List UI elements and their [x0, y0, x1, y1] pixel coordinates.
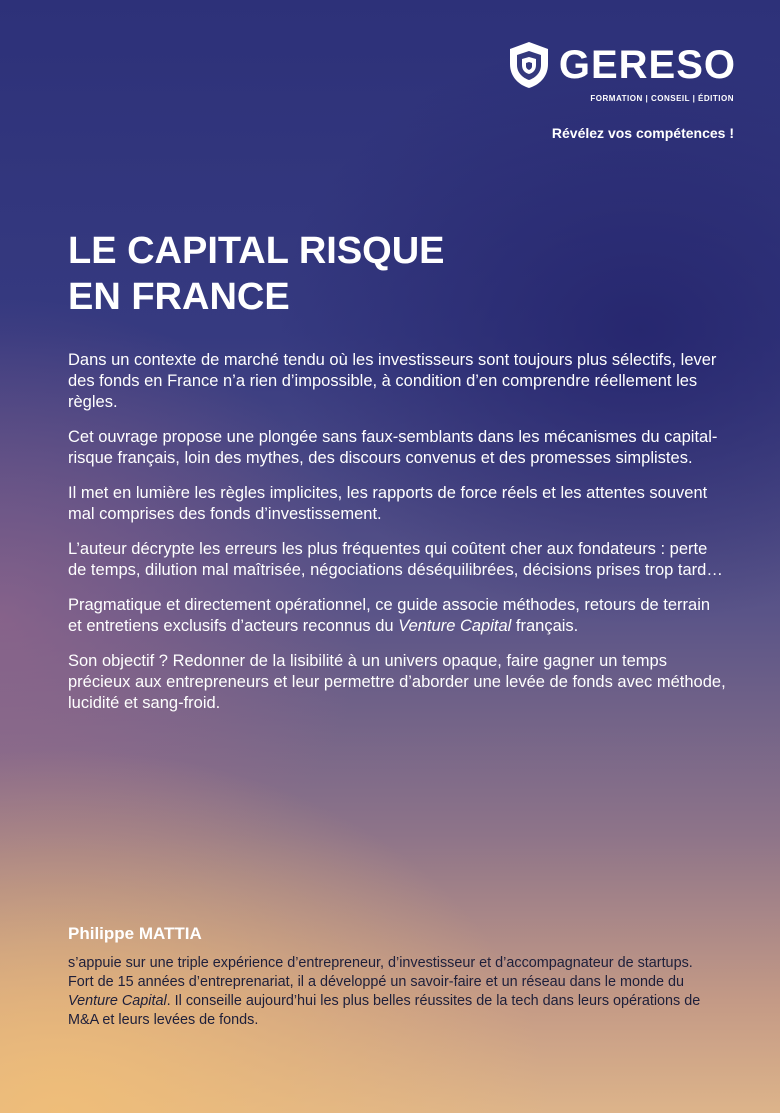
title-line-1: LE CAPITAL RISQUE [68, 230, 445, 272]
brand-row [507, 40, 736, 90]
paragraph-method-italic: Venture Capital [398, 617, 512, 635]
paragraph-objective: Son objectif ? Redonner de la lisibilité à un univers opaque, faire gagner un temps précieux aux entrepreneurs et leur permettre d’aborder une levée de fonds avec méthode, lucidité et sang-froid. [68, 652, 726, 712]
paragraph-errors: L’auteur décrypte les erreurs les plus fréquentes qui coûtent cher aux fondateurs : perte de temps, dilution mal maîtrisée, négociations déséquilibrées, décisions prises trop tard… [68, 540, 723, 579]
paragraph-overview: Cet ouvrage propose une plongée sans faux-semblants dans les mécanismes du capital-risque français, loin des mythes, des discours convenus et des promesses simplistes. [68, 428, 718, 467]
brand-block [507, 40, 736, 141]
paragraph-method-end: français. [511, 617, 579, 635]
brand-tagline: Révélez vos compétences ! [551, 125, 734, 141]
paragraph-rules: Il met en lumière les règles implicites, les rapports de force réels et les attentes souvent mal comprises des fonds d’investissement. [68, 484, 708, 523]
paragraph-method-text: Pragmatique et directement opérationnel, ce guide associe méthodes, retours de terrain et entretiens exclusifs d’acteurs reconnus du [68, 596, 711, 635]
author-bio [68, 954, 708, 1030]
brand-name: GERESO [558, 43, 736, 87]
shield-logo-icon [507, 40, 551, 90]
author-bio-text: s’appuie sur une triple expérience d’entrepreneur, d’investisseur et d’accompagnateur de startups. Fort de 15 années d’entreprenariat, il a développé un savoir-faire et un réseau dans le monde du [68, 955, 693, 990]
paragraph-context: Dans un contexte de marché tendu où les investisseurs sont toujours plus sélectifs, lever des fonds en France n’a rien d’impossible, à condition d’en comprendre réellement les règles. [68, 351, 717, 411]
author-bio-italic: Venture Capital [68, 993, 167, 1009]
title-line-2: EN FRANCE [68, 276, 290, 318]
author-name: Philippe MATTIA [68, 924, 202, 943]
description-block [68, 350, 728, 728]
paragraph-method [68, 595, 728, 637]
brand-subtitle: FORMATION | CONSEIL | ÉDITION [590, 94, 734, 103]
page-title [68, 228, 445, 320]
author-bio-end: . Il conseille aujourd’hui les plus belles réussites de la tech dans leurs opérations de M&A et leurs levées de fonds. [68, 993, 701, 1028]
